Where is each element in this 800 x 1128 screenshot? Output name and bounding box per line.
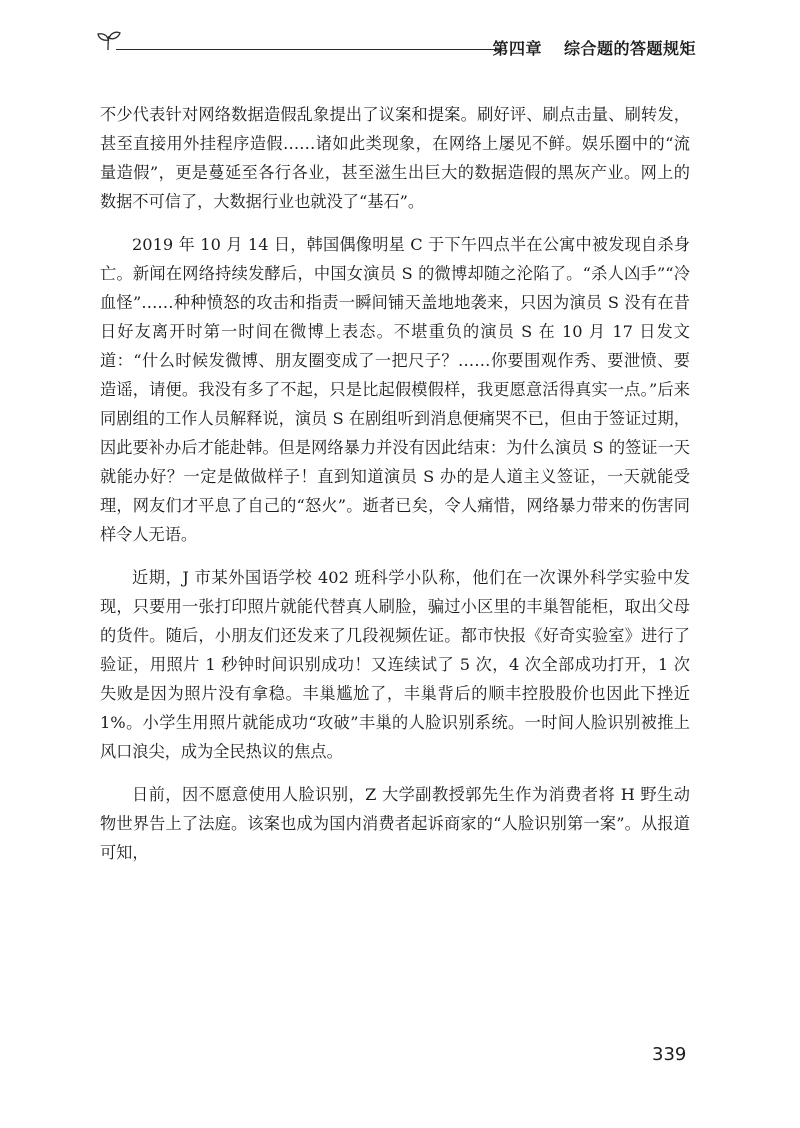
paragraph: 不少代表针对网络数据造假乱象提出了议案和提案。刷好评、刷点击量、刷转发，甚至直接用外挂程序造假……诸如此类现象，在网络上屡见不鲜。娱乐圈中的“流量造假”，更是蔓延至各行各业，甚至滋生出巨大的数据造假的黑灰产业。网上的数据不可信了，大数据行业也就没了“基石”。 (100, 105, 690, 211)
paragraph: 日前，因不愿意使用人脸识别，Z 大学副教授郭先生作为消费者将 H 野生动物世界告上了法庭。该案也成为国内消费者起诉商家的“人脸识别第一案”。从报道可知， (100, 785, 690, 862)
paragraph: 2019 年 10 月 14 日，韩国偶像明星 C 于下午四点半在公寓中被发现自杀身亡。新闻在网络持续发酵后，中国女演员 S 的微博却随之沦陷了。“杀人凶手”“冷血怪”……种种愤怒的攻击和指责一瞬间铺天盖地地袭来，只因为演员 S 没有在昔日好友离开时第一时间在微博上表态。不堪重负的演员 S 在 10 月 17 日发文道：“什么时候发微博、朋友圈变成了一把尺子？……你要围观作秀、要泄愤、要造谣，请便。我没有多了不起，只是比起假模假样，我更愿意活得真实一点。”后来同剧组的工作人员解释说，演员 S 在剧组听到消息便痛哭不已，但由于签证过期，因此要补办后才能赴韩。但是网络暴力并没有因此结束：为什么演员 S 的签证一天就能办好？一定是做做样子！直到知道演员 S 办的是人道主义签证，一天就能受理，网友们才平息了自己的“怒火”。逝者已矣，令人痛惜，网络暴力带来的伤害同样令人无语。 (100, 235, 690, 544)
page-number: 339 (652, 1044, 687, 1065)
chapter-heading (492, 36, 696, 59)
chapter-number: 第四章 (492, 39, 542, 58)
page-body (100, 100, 690, 867)
chapter-title: 综合题的答题规矩 (563, 39, 696, 58)
paragraph: 近期，J 市某外国语学校 402 班科学小队称，他们在一次课外科学实验中发现，只要用一张打印照片就能代替真人刷脸，骗过小区里的丰巢智能柜，取出父母的货件。随后，小朋友们还发来了几段视频佐证。都市快报《好奇实验室》进行了验证，用照片 1 秒钟时间识别成功！又连续试了 5 次，4 次全部成功打开，1 次失败是因为照片没有拿稳。丰巢尴尬了，丰巢背后的顺丰控股股价也因此下挫近 1%。小学生用照片就能成功“攻破”丰巢的人脸识别系统。一时间人脸识别被推上风口浪尖，成为全民热议的焦点。 (100, 568, 690, 761)
running-header (96, 28, 696, 58)
header-divider (116, 49, 502, 50)
